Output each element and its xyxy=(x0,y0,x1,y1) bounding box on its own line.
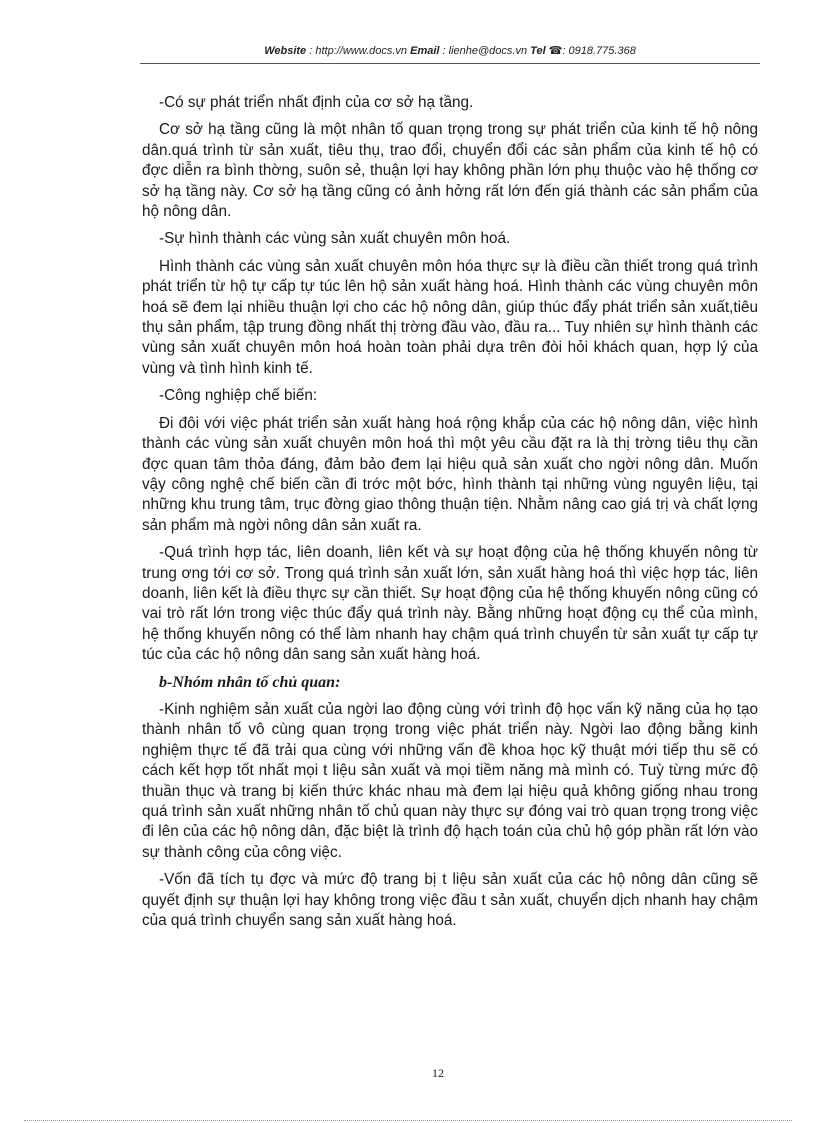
paragraph: -Quá trình hợp tác, liên doanh, liên kết và sự hoạt động của hệ thống khuyến nông từ trung ơng tới cơ sở. Trong quá trình sản xuất lớn, sản xuất hàng hoá thì việc hợp tác, liên doanh, liên kết là điều thực sự cần thiết. Sự hoạt động của hệ thống khuyến nông cũng có vai trò rất lớn trong việc thúc đẩy quá trình này. Bằng những hoạt động cụ thể của mình, hệ thống khuyến nông có thể làm nhanh hay chậm quá trình chuyển từ sản xuất tự cấp tự túc của các hộ nông dân sang sản xuất hàng hoá. xyxy=(142,544,758,664)
header-divider xyxy=(140,63,760,64)
tel-label: Tel xyxy=(530,45,546,57)
page-bottom-divider xyxy=(24,1120,792,1121)
tel-value: : 0918.775.368 xyxy=(562,45,636,57)
page-header xyxy=(140,44,760,57)
paragraph: Hình thành các vùng sản xuất chuyên môn hóa thực sự là điều cần thiết trong quá trình phát triển từ hộ tự cấp tự túc lên hộ sản xuất hàng hoá. Hình thành các vùng chuyên môn hoá sẽ đem lại nhiều thuận lợi cho các hộ nông dân, giúp thúc đẩy phát triển sản xuất,tiêu thụ sản phẩm, tập trung đồng nhất thị trờng đầu vào, đầu ra... Tuy nhiên sự hình thành các vùng sản xuất chuyên môn hoá hoàn toàn phải dựa trên đòi hỏi khách quan, hợp lý của vùng và tình hình kinh tế. xyxy=(142,257,758,377)
email-label: Email xyxy=(410,45,440,57)
document-body xyxy=(142,93,758,938)
paragraph: -Kinh nghiệm sản xuất của ngời lao động cùng với trình độ học vấn kỹ năng của họ tạo thành nhân tố vô cùng quan trọng trong việc phát triển này. Ngời lao động bằng kinh nghiệm thực tế đã trải qua cùng với những vấn đề khoa học kỹ thuật mới tiếp thu sẽ có cách kết hợp tốt nhất mọi t liệu sản xuất và mọi tiềm năng mà mình có. Tuỳ từng mức độ thuần thục và trang bị kiến thức khác nhau mà đem lại hiệu quả không giống nhau trong quá trình sản xuất những nhân tố chủ quan này thực sự đóng vai trò quan trọng trong việc đi lên của các hộ nông dân, đặc biệt là trình độ hạch toán của chủ hộ góp phần rất lớn vào sự thành công của công việc. xyxy=(142,700,758,861)
website-value: : http://www.docs.vn xyxy=(306,45,411,57)
paragraph: -Có sự phát triển nhất định của cơ sở hạ tầng. xyxy=(159,94,474,111)
paragraph: -Vốn đã tích tụ đợc và mức độ trang bị t liệu sản xuất của các hộ nông dân cũng sẽ quyết định sự thuận lợi hay không trong việc đầu t sản xuất, chuyển dịch nhanh hay chậm của quá trình chuyển sang sản xuất hàng hoá. xyxy=(142,871,758,930)
paragraph: Đi đôi với việc phát triển sản xuất hàng hoá rộng khắp của các hộ nông dân, việc hình thành các vùng sản xuất chuyên môn hoá thì một yêu cầu đặt ra là thị trờng tiêu thụ cần đợc quan tâm thỏa đáng, đảm bảo đem lại hiệu quả sản xuất cho ngời nông dân. Muốn vậy công nghệ chế biến cần đi trớc một bớc, hình thành tại những vùng nguyên liệu, tại những khu trung tâm, trục đờng giao thông thuận tiện. Nhằm nâng cao giá trị và chất lợng sản phẩm mà ngời nông dân sản xuất ra. xyxy=(142,414,758,534)
paragraph: -Sự hình thành các vùng sản xuất chuyên môn hoá. xyxy=(159,230,511,248)
page-number: 12 xyxy=(432,1066,444,1080)
phone-icon: ☎ xyxy=(548,45,563,57)
paragraph: Cơ sở hạ tầng cũng là một nhân tố quan trọng trong sự phát triển của kinh tế hộ nông dân.quá trình từ sản xuất, tiêu thụ, trao đổi, chuyển đổi các sản phẩm của kinh tế hộ có đợc diễn ra bình thờng, suôn sẻ, thuận lợi hay không phần lớn phụ thuộc vào hệ thống cơ sở hạ tầng này. Cơ sở hạ tầng cũng có ảnh hởng rất lớn đến giá thành các sản phẩm của hộ nông dân. xyxy=(142,121,758,221)
section-heading: b-Nhóm nhân tố chủ quan: xyxy=(159,673,341,691)
paragraph: -Công nghiệp chế biến: xyxy=(159,387,318,405)
website-label: Website xyxy=(264,45,307,57)
email-value: : lienhe@docs.vn xyxy=(439,45,531,57)
